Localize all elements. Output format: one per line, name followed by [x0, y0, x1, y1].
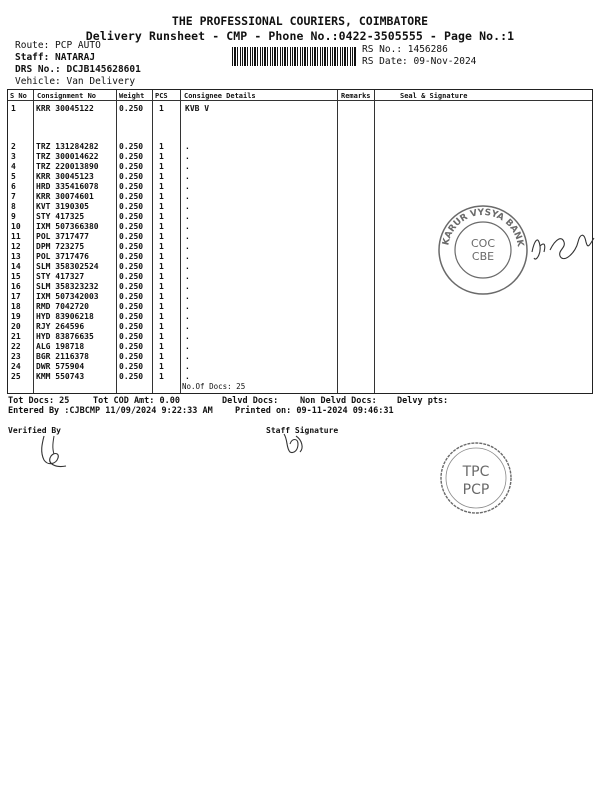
row-cno: STY 417325 — [36, 212, 85, 221]
row-pcs: 1 — [159, 222, 164, 231]
row-cno: TRZ 220013890 — [36, 162, 99, 171]
row-cno: SLM 358323232 — [36, 282, 99, 291]
row-wt: 0.250 — [119, 172, 144, 181]
row-pcs: 1 — [159, 232, 164, 241]
row-cons: . — [185, 302, 190, 311]
row-wt: 0.250 — [119, 332, 144, 341]
row-cons: . — [185, 342, 190, 351]
row-cno: HYD 83876635 — [36, 332, 94, 341]
bank-stamp — [436, 203, 530, 297]
row-wt: 0.250 — [119, 152, 144, 161]
row-wt: 0.250 — [119, 242, 144, 251]
row-pcs: 1 — [159, 172, 164, 181]
col-seal-signature: Seal & Signature — [400, 92, 468, 100]
row-cons: . — [185, 172, 190, 181]
verified-by-label: Verified By — [8, 426, 61, 435]
row-pcs: 1 — [159, 262, 164, 271]
row-sno: 18 — [11, 302, 21, 311]
row-sno: 25 — [11, 372, 21, 381]
delvy-pts: Delvy pts: — [397, 396, 449, 406]
row-sno: 23 — [11, 352, 21, 361]
row-cno: IXM 507366380 — [36, 222, 99, 231]
row-pcs: 1 — [159, 312, 164, 321]
row-cno: KRR 30045122 — [36, 104, 94, 113]
rs-date: RS Date: 09-Nov-2024 — [362, 56, 477, 67]
tpc-stamp-line-2: PCP — [462, 482, 490, 498]
row-cno: HYD 83906218 — [36, 312, 94, 321]
row-wt: 0.250 — [119, 202, 144, 211]
row-wt: 0.250 — [119, 262, 144, 271]
row-wt: 0.250 — [119, 342, 144, 351]
row-wt: 0.250 — [119, 182, 144, 191]
row-cno: TRZ 131284282 — [36, 142, 99, 151]
row-wt: 0.250 — [119, 252, 144, 261]
row-cno: KRR 30045123 — [36, 172, 94, 181]
staff-signature-label: Staff Signature — [266, 426, 339, 435]
row-sno: 24 — [11, 362, 21, 371]
row-wt: 0.250 — [119, 352, 144, 361]
row-cno: KRR 30074601 — [36, 192, 94, 201]
row-wt: 0.250 — [119, 212, 144, 221]
row-pcs: 1 — [159, 332, 164, 341]
row-cons: . — [185, 372, 190, 381]
row-sno: 8 — [11, 202, 16, 211]
row-cons: . — [185, 322, 190, 331]
row-cno: RMD 7042720 — [36, 302, 89, 311]
row-cons: KVB V — [185, 104, 210, 113]
row-pcs: 1 — [159, 142, 164, 151]
row-cons: . — [185, 312, 190, 321]
row-wt: 0.250 — [119, 142, 144, 151]
tot-docs: Tot Docs: 25 — [8, 396, 70, 406]
row-cno: KMM 550743 — [36, 372, 85, 381]
row-pcs: 1 — [159, 182, 164, 191]
row-cons: . — [185, 332, 190, 341]
staff-label: Staff: NATARAJ — [15, 52, 96, 63]
row-cno: DPM 723275 — [36, 242, 85, 251]
row-wt: 0.250 — [119, 292, 144, 301]
row-cno: SLM 358302524 — [36, 262, 99, 271]
tpc-stamp — [438, 440, 514, 516]
row-pcs: 1 — [159, 342, 164, 351]
row-pcs: 1 — [159, 162, 164, 171]
row-cno: RJY 264596 — [36, 322, 85, 331]
tpc-stamp-line-1: TPC — [462, 464, 490, 480]
row-cons: . — [185, 152, 190, 161]
row-sno: 11 — [11, 232, 21, 241]
row-cno: POL 3717477 — [36, 232, 89, 241]
row-pcs: 1 — [159, 352, 164, 361]
row-sno: 21 — [11, 332, 21, 341]
row-pcs: 1 — [159, 322, 164, 331]
row-sno: 20 — [11, 322, 21, 331]
row-wt: 0.250 — [119, 272, 144, 281]
bank-stamp-center-2: CBE — [471, 250, 495, 263]
row-sno: 16 — [11, 282, 21, 291]
row-cno: BGR 2116378 — [36, 352, 89, 361]
row-cons: . — [185, 262, 190, 271]
tot-cod-amount: Tot COD Amt: 0.00 — [93, 396, 180, 406]
row-sno: 13 — [11, 252, 21, 261]
row-cons: . — [185, 182, 190, 191]
row-sno: 15 — [11, 272, 21, 281]
row-sno: 12 — [11, 242, 21, 251]
non-delvd-docs: Non Delvd Docs: — [300, 396, 377, 406]
row-cno: ALG 198718 — [36, 342, 85, 351]
row-cno: DWR 575904 — [36, 362, 85, 371]
row-pcs: 1 — [159, 192, 164, 201]
row-cons: . — [185, 242, 190, 251]
row-sno: 6 — [11, 182, 16, 191]
col-pcs: PCS — [155, 92, 168, 100]
row-cno: KVT 3190305 — [36, 202, 89, 211]
row-cno: HRD 335416078 — [36, 182, 99, 191]
row-cons: . — [185, 222, 190, 231]
col-consignment: Consignment No — [37, 92, 97, 100]
row-cons: . — [185, 252, 190, 261]
row-sno: 19 — [11, 312, 21, 321]
rs-number: RS No.: 1456286 — [362, 44, 448, 55]
row-cons: . — [185, 162, 190, 171]
verified-signature — [36, 434, 76, 472]
row-wt: 0.250 — [119, 362, 144, 371]
row-wt: 0.250 — [119, 232, 144, 241]
row-pcs: 1 — [159, 202, 164, 211]
row-cno: IXM 507342003 — [36, 292, 99, 301]
row-cons: . — [185, 292, 190, 301]
row-pcs: 1 — [159, 362, 164, 371]
barcode — [232, 47, 356, 66]
vehicle-label: Vehicle: Van Delivery — [15, 76, 136, 87]
row-cons: . — [185, 352, 190, 361]
staff-signature — [280, 430, 310, 456]
row-sno: 22 — [11, 342, 21, 351]
row-sno: 1 — [11, 104, 16, 113]
row-sno: 3 — [11, 152, 16, 161]
row-sno: 9 — [11, 212, 16, 221]
row-sno: 7 — [11, 192, 16, 201]
row-sno: 5 — [11, 172, 16, 181]
row-wt: 0.250 — [119, 302, 144, 311]
row-pcs: 1 — [159, 282, 164, 291]
row-pcs: 1 — [159, 372, 164, 381]
row-cno: STY 417327 — [36, 272, 85, 281]
col-weight: Weight — [119, 92, 145, 100]
row-wt: 0.250 — [119, 312, 144, 321]
row-wt: 0.250 — [119, 372, 144, 381]
row-cons: . — [185, 192, 190, 201]
entered-by: Entered By :CJBCMP 11/09/2024 9:22:33 AM — [8, 406, 213, 416]
row-sno: 10 — [11, 222, 21, 231]
row-wt: 0.250 — [119, 222, 144, 231]
row-cons: . — [185, 362, 190, 371]
row-sno: 4 — [11, 162, 16, 171]
row-cons: . — [185, 272, 190, 281]
printed-on: Printed on: 09-11-2024 09:46:31 — [235, 406, 394, 416]
bank-stamp-center-1: COC — [470, 237, 496, 250]
row-pcs: 1 — [159, 242, 164, 251]
row-pcs: 1 — [159, 272, 164, 281]
row-cons: . — [185, 232, 190, 241]
row-pcs: 1 — [159, 212, 164, 221]
row-pcs: 1 — [159, 302, 164, 311]
row-pcs: 1 — [159, 252, 164, 261]
drs-number: DRS No.: DCJB145628601 — [15, 64, 141, 75]
delvd-docs: Delvd Docs: — [222, 396, 279, 406]
row-wt: 0.250 — [119, 322, 144, 331]
no-of-docs: No.Of Docs: 25 — [182, 382, 246, 391]
row-cons: . — [185, 212, 190, 221]
company-title: THE PROFESSIONAL COURIERS, COIMBATORE — [171, 14, 429, 28]
row-wt: 0.250 — [119, 104, 144, 113]
row-cons: . — [185, 202, 190, 211]
row-pcs: 1 — [159, 104, 164, 113]
row-cons: . — [185, 142, 190, 151]
row-sno: 14 — [11, 262, 21, 271]
row-wt: 0.250 — [119, 192, 144, 201]
row-pcs: 1 — [159, 292, 164, 301]
col-consignee: Consignee Details — [184, 92, 256, 100]
row-pcs: 1 — [159, 152, 164, 161]
row-cons: . — [185, 282, 190, 291]
row-wt: 0.250 — [119, 282, 144, 291]
row-cno: TRZ 300014622 — [36, 152, 99, 161]
col-remarks: Remarks — [341, 92, 371, 100]
runsheet-subtitle: Delivery Runsheet - CMP - Phone No.:0422-3505555 - Page No.:1 — [85, 29, 515, 43]
row-sno: 17 — [11, 292, 21, 301]
row-cno: POL 3717476 — [36, 252, 89, 261]
receiver-signature — [528, 212, 598, 274]
row-sno: 2 — [11, 142, 16, 151]
col-sno: S No — [10, 92, 27, 100]
bank-stamp-ring-text: KARUR VYSYA BANK — [441, 207, 525, 248]
route-label: Route: PCP AUTO — [15, 40, 101, 51]
row-wt: 0.250 — [119, 162, 144, 171]
